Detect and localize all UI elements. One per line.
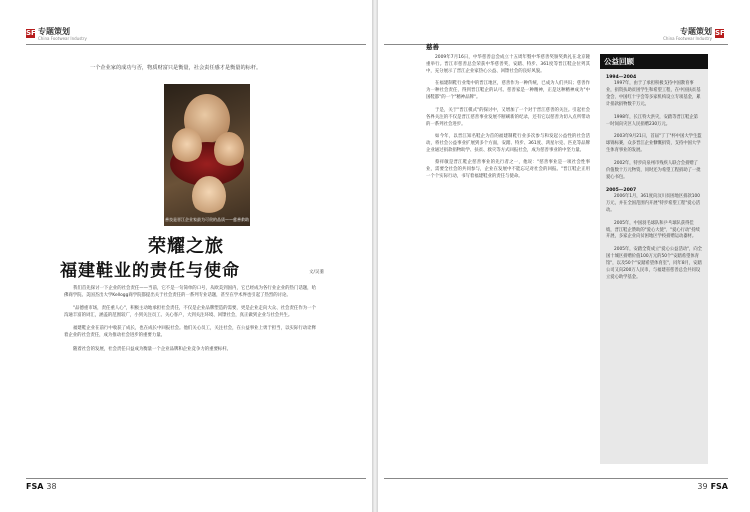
body-paragraph: 在福建制鞋行业集中的晋江地区，慈善作为一种传统，已成为人们共识；慈善作为一种社会责任，得到晋江鞋企的认可。慈善家是一种精神，正是这种精神成为"中国鞋都"的一个"精神品牌"。: [426, 81, 590, 101]
body-paragraph: 蔡祥敏是晋江鞋企慈善事业的先行者之一，他说："慈善事业是一项社会性事业，需要全社会的共同参与，企业在发展中不能忘记对社会的回报。"晋江鞋企正用一个个实际行动，书写着福建鞋业的责任与使命。: [426, 160, 590, 180]
right-page-number: 39: [697, 482, 708, 491]
left-folio: [26, 482, 57, 491]
left-header: [26, 26, 87, 41]
section-logo-icon: SF: [26, 29, 36, 37]
body-paragraph: 2009年7月16日，中华慈善总会成立十五周年暨中华慈善奖颁奖典礼在北京隆重举行。晋江市慈善总会荣获中华慈善奖，安踏、特步、361度等晋江鞋企位列其中，充分展示了晋江企业家热心公益、回馈社会的良好风貌。: [426, 55, 590, 75]
right-header-subtitle: China Footwear Industry: [663, 36, 712, 41]
right-folio: [697, 482, 728, 491]
section-heading: 慈善: [426, 43, 439, 51]
article-byline: 文/吴蓁: [309, 270, 325, 275]
sidebar-year: 2005—2007: [606, 187, 637, 193]
article-lede: 一个企业家的成功与否，物质财富只是衡量，社会责任感才是衡量的标杆。: [90, 65, 262, 71]
left-header-title: 专题策划: [38, 27, 70, 36]
sidebar-entry: 2005年，中国羽毛球队和乒乓球队获得佳绩，晋江鞋企赞助的"爱心大使"、"爱心行动"持续开展，多家企业向贫困地区学校捐赠运动器材。: [606, 220, 700, 240]
footer-brand: FSA: [26, 482, 44, 491]
body-paragraph: 如今年，以晋江知名鞋企为首的福建制鞋行业多次参与和发起公益性的社会活动，将社会公益事业扩展到多个方面，安踏、特步、361度、鸿星尔克、匹克等品牌企业通过捐款捐物助学、扶贫、救灾等方式回报社会，成为慈善事业的中坚力量。: [426, 133, 590, 154]
child-figure-left: [172, 128, 202, 164]
child-figure-right: [214, 132, 244, 168]
sidebar-box: [600, 54, 708, 464]
left-body-text: [64, 285, 316, 359]
sidebar-title: 公益回顾: [600, 54, 708, 69]
sidebar-entry: 2005年，安踏全资成立"爱心公益活动"，向全国十城区捐赠价值100万元的50个"安踏希望体育馆"，以及50个"安踏希望体育室"，同年8月，安踏公司又向200万人民币，与福建省慈善总会共同设立爱心助学基金。: [606, 247, 702, 280]
body-paragraph: "品德重市场，责任重人心"，积极主动地承担社会责任，不仅是企业品牌塑造的需要，更是企业走向大众、社会责任作为一个沟通丰富的词汇，涵盖的范围较广，小到关注员工、关心客户，大到关注环境、回馈社会，真正做到企业与社会共生。: [64, 306, 316, 319]
right-header: [663, 26, 725, 41]
body-paragraph: 于是，关于"晋江模式"的探讨中，又增加了一个对于晋江慈善的关注。引起社会各界关注的不仅是晋江慈善事业发展不断刷新的纪录，还有它以慈善为切入点所带动的一系列社会进步。: [426, 107, 590, 127]
sidebar-entry: 2006年1月，361度向汶川贫困地区捐款100万元，并在全国范围内开展"特步希望工程"爱心活动。: [606, 193, 701, 213]
body-paragraph: 我们首先探讨一下企业的社会责任——当前，它不是一句简单的口号，从欧美到国内，它已经成为各行业企业的热门话题，哈佛商学院、美国杰出大学Kellogg商学院都提出关于社会责任的一系列专业话题，甚至在学术界也引起了热烈的讨论。: [64, 286, 316, 299]
sidebar-year: 1994—2004: [606, 75, 637, 80]
right-body-text: [426, 54, 590, 185]
body-paragraph: 随着社会的发展，社会责任日益成为衡量一个企业品牌和企业竞争力的重要标杆。: [73, 346, 232, 352]
right-header-title: 专题策划: [680, 27, 712, 36]
right-footer-rule: [384, 478, 728, 479]
child-figure-bottom: [192, 176, 226, 216]
left-page-number: 38: [46, 482, 57, 491]
section-logo-icon: SF: [715, 29, 725, 37]
sidebar-body: [600, 69, 708, 464]
sidebar-entry: 1998年，长江特大洪灾，安踏等晋江鞋企第一时间向灾区人民捐赠230万元。: [606, 114, 698, 127]
sidebar-entry: 2002年，特步向泉州市残疾人联合会捐赠了价值数十万元物资，同时还为希望工程捐助了一批爱心书包。: [606, 161, 701, 180]
image-caption: 善良是晋江企业家最为可贵的品质——慈善救助: [165, 217, 249, 222]
left-footer-rule: [26, 478, 366, 479]
sidebar-entry: 1997年，由于了承担积极支持中国教育事业，捐资扶助贫困学生和希望工程，在中国扶贫基金会、中国红十字会等多家机构设立专项基金，累计捐款捐物数千万元。: [606, 81, 701, 107]
footer-brand: FSA: [710, 482, 728, 491]
article-title-line1: 荣耀之旅: [148, 236, 224, 257]
body-paragraph: 福建鞋企业在前行中收获了成长，也在成长中回报社会。他们关心员工，关注社会，在公益事业上勇于担当，以实际行动诠释着企业的社会责任，成为推动社会进步的重要力量。: [64, 326, 316, 339]
left-header-rule: [26, 44, 366, 45]
article-title-line2: 福建鞋业的责任与使命: [60, 261, 240, 281]
left-header-subtitle: China Footwear Industry: [38, 36, 87, 41]
sidebar-entry: 2003年9月21日，首届"丁丁"杯中国大学生篮球锦标赛，众多晋江企业慷慨捐资，支持中国大学生体育事业的发展。: [606, 134, 702, 154]
article-image: [164, 84, 250, 226]
left-page: [0, 0, 372, 512]
